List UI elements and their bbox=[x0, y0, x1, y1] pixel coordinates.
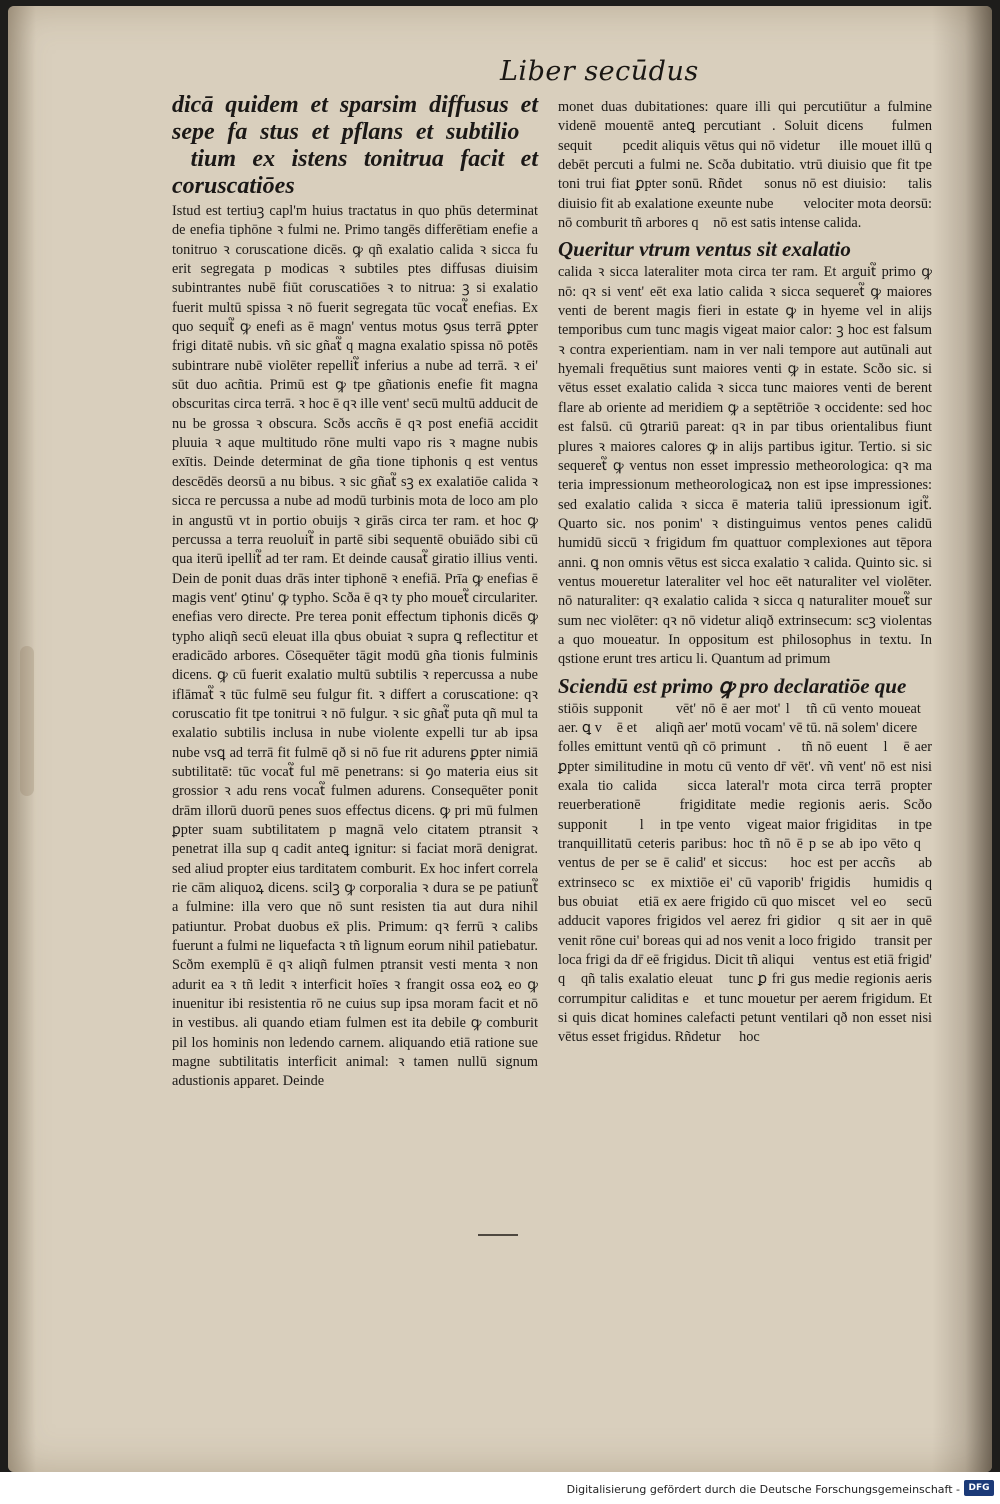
right-text-column bbox=[558, 98, 932, 1048]
page-end-rule bbox=[478, 1234, 518, 1236]
page-spine-shadow bbox=[932, 6, 992, 1472]
paper-stain bbox=[20, 646, 34, 796]
running-head: Liber secūdus bbox=[500, 56, 699, 87]
article-heading: Sciendū est primo ꝙ pro declaratiōe que bbox=[558, 673, 907, 698]
right-column-body-question: calida ꝛ sicca lateraliter mota circa ter ram. Et arguit᷑ primo ꝙ nō: qꝛ si vent' eēt exa latio calida ꝛ sicca sequeret᷑ ꝙ maiores venti de berent magis fieri in estate ꝙ in hyeme vel in alijs temporibus cum tunc magis vigeat maior calor: ꝫ hoc est falsum ꝛ contra experientiam. nam in ver nali tempore aut autūnali aut hyemali frequētius sunt maiores venti ꝙ in estate. Scðo sic. si vētus esset exalatio calida ꝛ sicca tunc maiores venti de berent flare ab oriente ad meridiem ꝙ a septētriōe ꝛ occidente: sed hoc est falsū. cū ꝯtrariū pareat: qꝛ in par tibus orientalibus fiunt plures ꝛ maiores calores ꝙ in alijs partibus igitur. Tertio. si sic sequeret᷑ ꝙ ventus non esset impressio metheorologica: qꝛ ma teria impressionum metheorologicaꝝ non est ipse impressiones: sed exalatio calida ꝛ sicca ē materia taliū ipressionum igit᷑. Quarto sic. nos ponim' ꝛ distinguimus ventos penes calidū humidū siccū ꝛ frigidum fm quattuor complexiones aut tēpora anni. ꝗ non omnis vētus est sicca exalatio ꝛ calida. Quinto sic. si ventus moueretur lateraliter vel hoc eēt naturaliter vel violēter. nō naturaliter: qꝛ exalatio calida ꝛ sicca q naturaliter mouet᷑ sur sum nec violēter: qꝛ nō videtur aliqð extrinsecum: scꝫ violentas a quo moueatur. In oppositum est philosophus in textu. In qstione erunt tres articu li. Quantum ad primum bbox=[558, 264, 932, 668]
left-column-body: Istud est tertiuꝫ capl'm huius tractatus in quo phūs determinat de enefia tiphōne ꝛ fulmi ne. Primo tangēs differētiam enefie a tonitruo ꝛ coruscatione dicēs. ꝙ qñ exalatio calida ꝛ sicca fu erit segregata p modicas ꝛ subtiles ptes diffusas diuisim subintrantes nubē fiūt coruscatiōes ꝛ to nitrua: ꝫ si exalatio fuerit multū spissa ꝛ nō fuerit segregata tūc vocat᷑ enefias. Ex quo sequit᷑ ꝙ enefi as ē magn' ventus motus ꝯsus terrā ꝑpter frigi ditatē nubis. vñ sic gñat᷑ q magna exalatio spissa nō potēs subintrare nubē violēter repellit᷑ inferius a nube ad terrā. ꝛ ei' sūt duo acñtia. Primū est ꝙ tpe gñationis enefie fit magna obscuritas circa terrā. ꝛ hoc ē qꝛ ille vent' secū multū adducit de nu be grossa ꝛ obscura. Scðs accñs ē qꝛ post enefiā accidit pluuia ꝛ aque multitudo rōne multi vapo ris ꝛ magne nubis exītis. Deinde determinat de gña tione tiphonis q est ventus descēdēs deorsū a nu bibus. ꝛ sic gñat᷑ sꝫ ex exalatiōe calida ꝛ sicca re percussa a nube ad modū turbinis mota de loco am plo in angustū vt in portio obuijs ꝛ girās circa ter ram. et hoc ꝙ percussa a terra reuoluit᷑ in partē sibi sequentē obuiādo sibi cū qua iterū ipellit᷑ ad ter ram. Et deinde causat᷑ giratio illius venti. Dein de ponit duas drās inter tiphonē ꝛ enefiā. Prīa ꝙ enefias ē magis vent' ꝯtinu' ꝙ typho. Scða ē qꝛ ty pho mouet᷑ circulariter. enefias vero directe. Pre terea ponit effectum tiphonis dicēs ꝙ typho aliqñ secū eleuat illa qbus obuiat ꝛ supra ꝗ reflectitur et eradicādo arbores. Cōsequēter tāgit modū gña tionis fulminis dicens. ꝙ cū fuerit exalatio multū subtilis ꝛ repercussa a nube iflāmat᷑ ꝛ tūc fulmē seu fulgur fit. ꝛ differt a coruscatione: qꝛ coruscatio fit tpe tonitrui ꝛ nō fulgur. ꝛ sic gñat᷑ puta qñ mul ta exalatio subtilis inclusa in nube violente expelli tur ab ipsa nube vsꝗ ad terrā fit fulmē qð si nō fue rit adurens ꝑpter nimiā subtilitatē: tūc vocat᷑ ful mē penetrans: si ꝯo materia eius sit grossior ꝛ adu rens vocat᷑ fulmen adurens. Consequēter ponit drām illorū duorū penes suos effectus dicens. ꝙ pri mū fulmen ꝑpter suam subtilitatem p magnā velo citatem ptransit ꝛ penetrat illa sup q cadit anteꝗ ignitur: si faciat morā denigrat. sed aliud propter eius tarditatem comburit. Ex hoc infert correla rie cām aliquoꝝ dicens. scilꝫ ꝙ corporalia ꝛ dura se pe patiunt᷑ a fulmine: illa vero que nō sunt resisten tia aut dura nihil patiuntur. Probat duobus ex̄ plis. Primum: qꝛ ferrū ꝛ calibs fuerunt a fulmi ne liquefacta ꝛ tñ lignum eorum nihil patiebatur. Scðm exemplū ē qꝛ aliqñ fulmen ptransit vesti menta ꝛ non adurit ea ꝛ tñ ledit ꝛ interficit hoīes ꝛ frangit ossa eoꝝ eo ꝙ inuenitur ibi resistentia rō ne cuius sup ipsa moram facit et nō in vestibus. ali quando etiam fulmen est ita debile ꝙ comburit pil los hominis non ledendo carnem. aliquando etiā ratione sue magne subtilitatis interficit animal: ꝛ tamen nullū signum adustionis apparet. Deinde bbox=[172, 203, 538, 1090]
left-text-column bbox=[172, 92, 538, 1092]
digitization-credit: Digitalisierung gefördert durch die Deutsche Forschungsgemeinschaft - bbox=[566, 1483, 960, 1496]
question-heading: Queritur vtrum ventus sit exalatio bbox=[558, 237, 851, 262]
right-column-body-top: monet duas dubitationes: quare illi qui percutiūtur a fulmine videnē mouentē anteꝗ percutiant᷑. Soluit dicens ꝙ fulmen sequit᷑ ꝛ pcedit aliquis vētus qui nō videtur ꝛ ille mouet illū q debēt percuti a fulmi ne. Scða dubitatio. vtrū diuisio que fit tpe toni trui fiat ꝑpter sonū. Rñdet ꝙ sonus nō est diuisio: ꝫ talis diuisio fit ab exalatione exeunte nubeꝫ ꝛ velociter mota deorsū: nō comburit tñ arbores qꝛ nō est satis intense calida. bbox=[558, 99, 932, 232]
right-column-body-bottom: stiōis supponit᷑ ꝙ vēt' nō ē aer mot' lꝫ tñ cū vento moueat᷑ aer. ꝗ vꝫ ē et ꝙ aliqñ aer' motū vocam' vē tū. nā solem' dicere ꝙ folles emittunt ventū qñ cō primunt᷑. ꝛ tñ nō euent᷑ lꝫ ē aer ꝑpter similitudine in motu cū vento dr̄ vēt'. vñ vent' nō est nisi exala tio calida ꝛ sicca lateral'r mota circa terrā propter reuerberationē ꝛ frigiditate medie regionis aeris. Scðo supponit᷑ ꝙ lꝫ in tpe ventoꝝ vigeat maior frigiditas ꝙ in tpe tranquillitatū ceteris paribus: hoc tñ nō ē p se ab ipo vēto qꝛ ventus de per se ē calid' et siccus: ꝫ hoc est per accñs ꝛ ab extrinseco scꝫ ex mixtiōe ei' cū vaporib' frigidis ꝛ humidis q bus obuiat ꝛ etiā ex aere frigido cū quo miscet᷑ vel eo ꝙ secū adducit vapores frigidos vel aerez fri gidior᷑ q sit aer in quē venit rōne cui' boreas qui ad nos venit a loco frigido ꝛ transit per loca frigi da dr̄ eē frigidus. Dicit tñ aliqui ꝙ ventus est etiā frigid' qꝛ qñ talis exalatio eleuat᷑ tunc ꝑ fri gus medie regionis aeris corrumpitur caliditas e᷑ et tunc mouetur per aerem frigidum. Et si quis dicat homines calefacti petunt ventilari qð non esset nisi vētus esset frigidus. Rñdetur ꝙ hoc bbox=[558, 700, 932, 1046]
left-column-heading: dicā quidem et sparsim diffusus et sepe fa stus et pflans et subtilio᷑ ꝑtium ex istens tonitrua facit et coruscatiōes bbox=[172, 92, 538, 199]
dfg-logo: DFG bbox=[964, 1480, 994, 1496]
